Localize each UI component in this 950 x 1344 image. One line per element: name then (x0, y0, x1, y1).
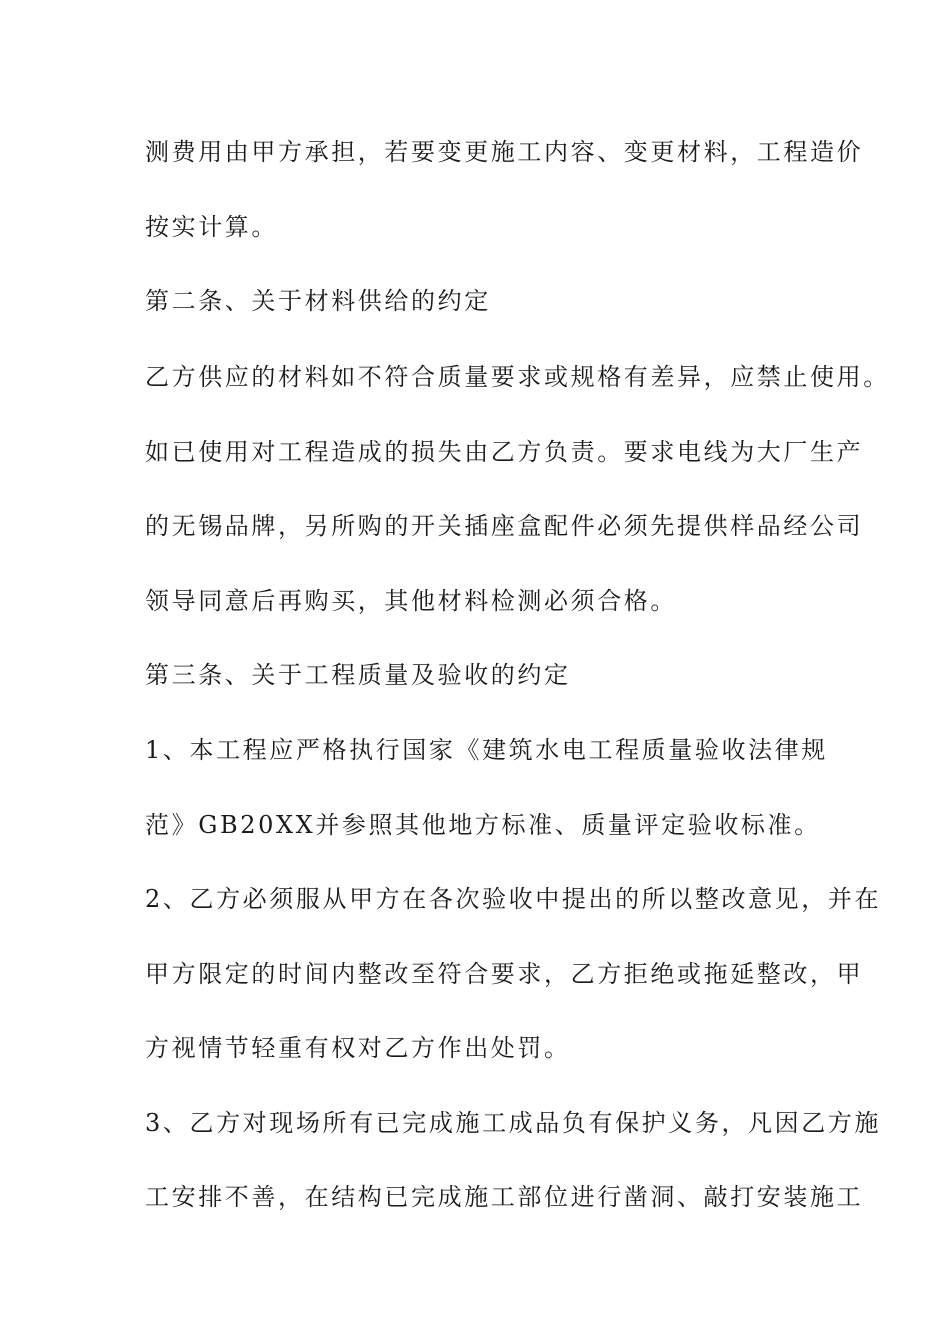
text-line: 范》GB20XX并参照其他地方标准、质量评定验收标准。 (145, 811, 821, 839)
section-heading: 第三条、关于工程质量及验收的约定 (145, 661, 571, 689)
text-line: 乙方供应的材料如不符合质量要求或规格有差异，应禁止使用。 (145, 363, 890, 391)
section-heading: 第二条、关于材料供给的约定 (145, 287, 491, 315)
text-line: 2、乙方必须服从甲方在各次验收中提出的所以整改意见，并在 (145, 885, 882, 913)
text-line: 工安排不善，在结构已完成施工部位进行凿洞、敲打安装施工 (145, 1183, 864, 1211)
text-line: 领导同意后再购买，其他材料检测必须合格。 (145, 587, 677, 615)
text-line: 1、本工程应严格执行国家《建筑水电工程质量验收法律规 (145, 736, 828, 764)
text-line: 3、乙方对现场所有已完成施工成品负有保护义务，凡因乙方施 (145, 1109, 882, 1137)
text-line: 的无锡品牌，另所购的开关插座盒配件必须先提供样品经公司 (145, 512, 864, 540)
text-line: 如已使用对工程造成的损失由乙方负责。要求电线为大厂生产 (145, 438, 864, 466)
text-line: 按实计算。 (145, 213, 278, 241)
text-line: 甲方限定的时间内整改至符合要求，乙方拒绝或拖延整改，甲 (145, 960, 864, 988)
text-line: 方视情节轻重有权对乙方作出处罚。 (145, 1034, 571, 1062)
text-line: 测费用由甲方承担，若要变更施工内容、变更材料，工程造价 (145, 138, 864, 166)
